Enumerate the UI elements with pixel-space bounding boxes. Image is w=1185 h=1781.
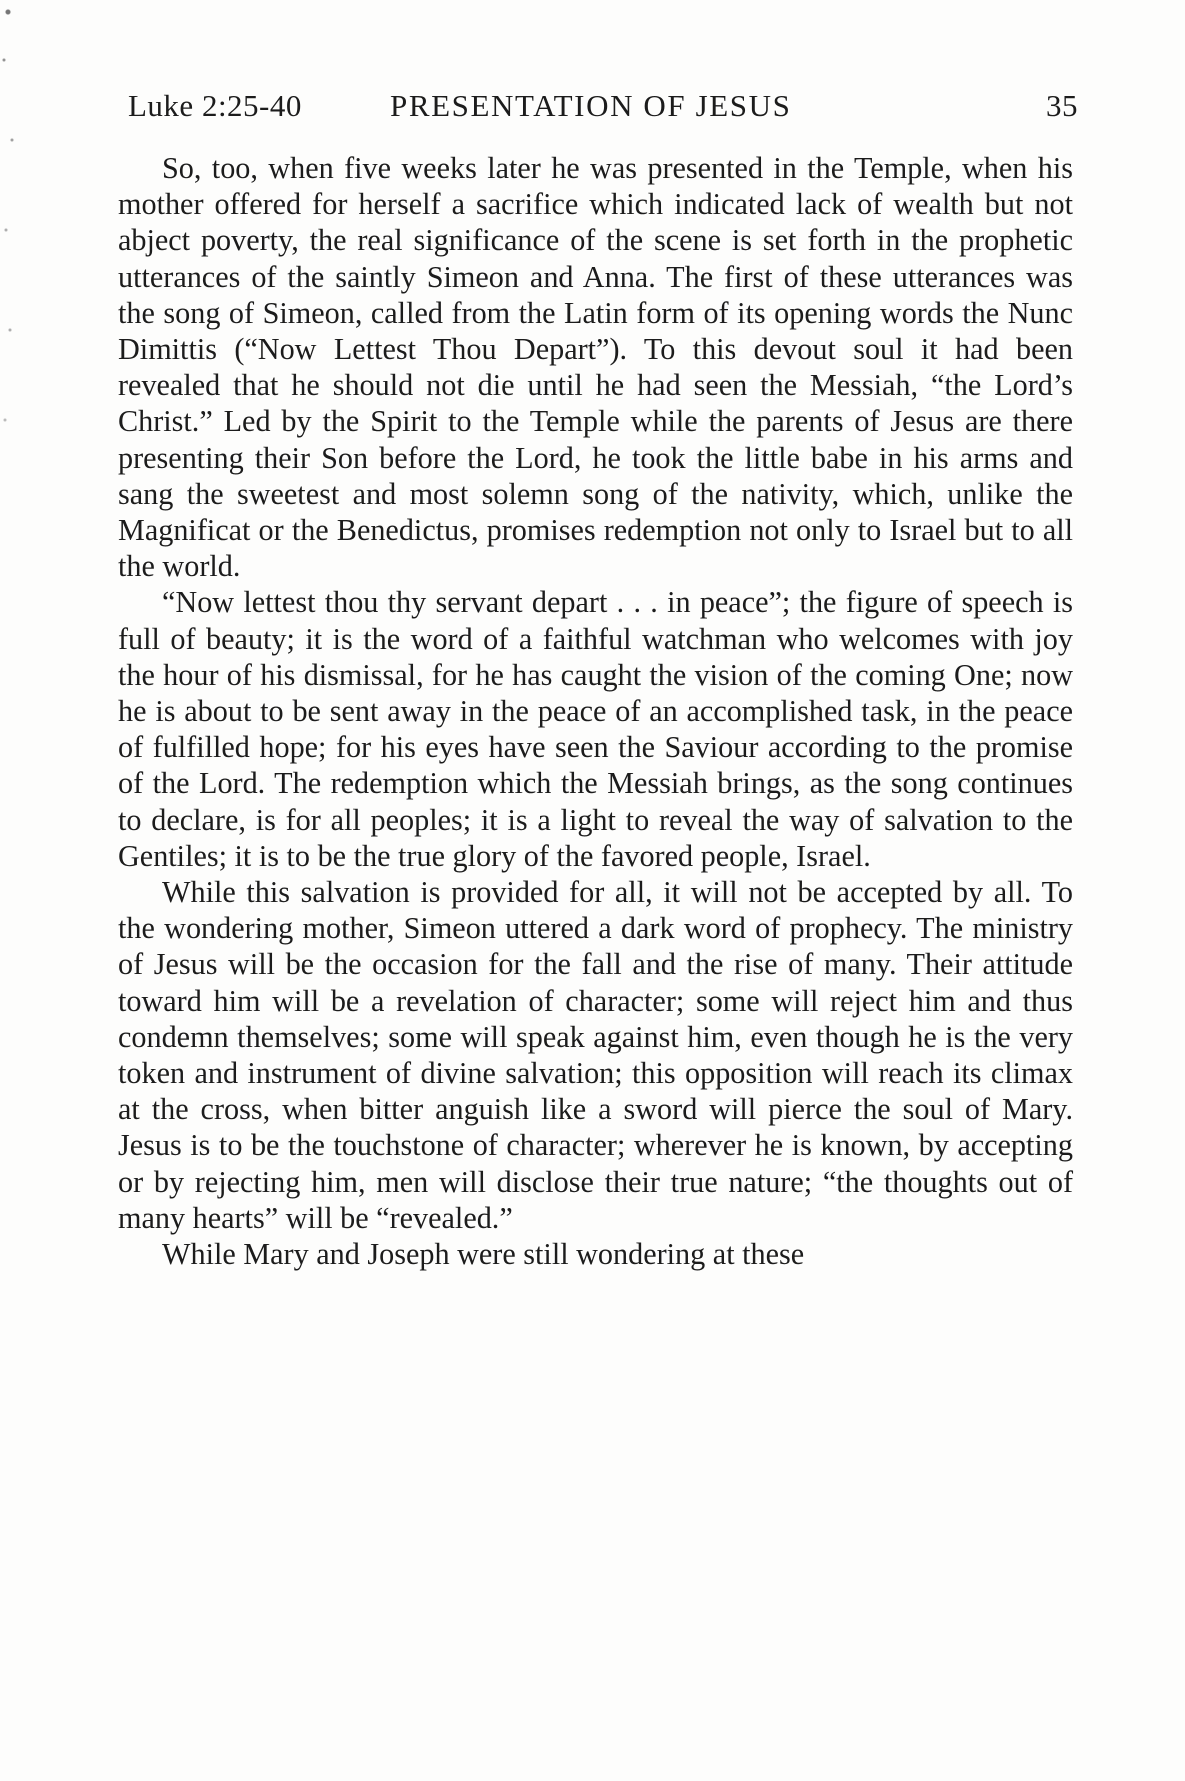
running-head [128,88,1078,128]
page-edge-speckle [0,0,26,560]
page-number: 35 [1046,88,1078,123]
paragraph-presentation: So, too, when five weeks later he was presented in the Temple, when his mother offered for herself a sacrifice which indicated lack of wealth but not abject poverty, the real significance of the scene is set forth in the prophetic utterances of the saintly Simeon and Anna. The first of these utterances was the song of Simeon, called from the Latin form of its opening words the Nunc Dimittis (“Now Lettest Thou Depart”). To this devout soul it had been revealed that he should not die until he had seen the Messiah, “the Lord’s Christ.” Led by the Spirit to the Temple while the parents of Jesus are there presenting their Son before the Lord, he took the little babe in his arms and sang the sweetest and most solemn song of the nativity, which, unlike the Magnificat or the Benedictus, promises redemption not only to Israel but to all the world. [118,151,1073,584]
scripture-reference: Luke 2:25-40 [128,88,302,123]
paragraph-nunc-dimittis: “Now lettest thou thy servant depart . . . in peace”; the figure of speech is full of beauty; it is the word of a faithful watchman who welcomes with joy the hour of his dismissal, for he has caught the vision of the coming One; now he is about to be sent away in the peace of an accomplished task, in the peace of fulfilled hope; for his eyes have seen the Saviour according to the promise of the Lord. The redemption which the Messiah brings, as the song continues to declare, is for all peoples; it is a light to reveal the way of salvation to the Gentiles; it is to be the true glory of the favored people, Israel. [118,585,1073,873]
paragraph-prophecy: While this salvation is provided for all, it will not be accepted by all. To the wondering mother, Simeon uttered a dark word of prophecy. The ministry of Jesus will be the occasion for the fall and the rise of many. Their attitude toward him will be a revelation of character; some will reject him and thus condemn themselves; some will speak against him, even though he is the very token and instrument of divine salvation; this opposition will reach its climax at the cross, when bitter anguish like a sword will pierce the soul of Mary. Jesus is to be the touchstone of character; wherever he is known, by accepting or by rejecting him, men will disclose their true nature; “the thoughts out of many hearts” will be “revealed.” [118,875,1073,1235]
paragraph-continuation: While Mary and Joseph were still wondering at these [162,1237,805,1272]
chapter-title: PRESENTATION OF JESUS [390,88,792,123]
body-text [118,150,1073,1272]
